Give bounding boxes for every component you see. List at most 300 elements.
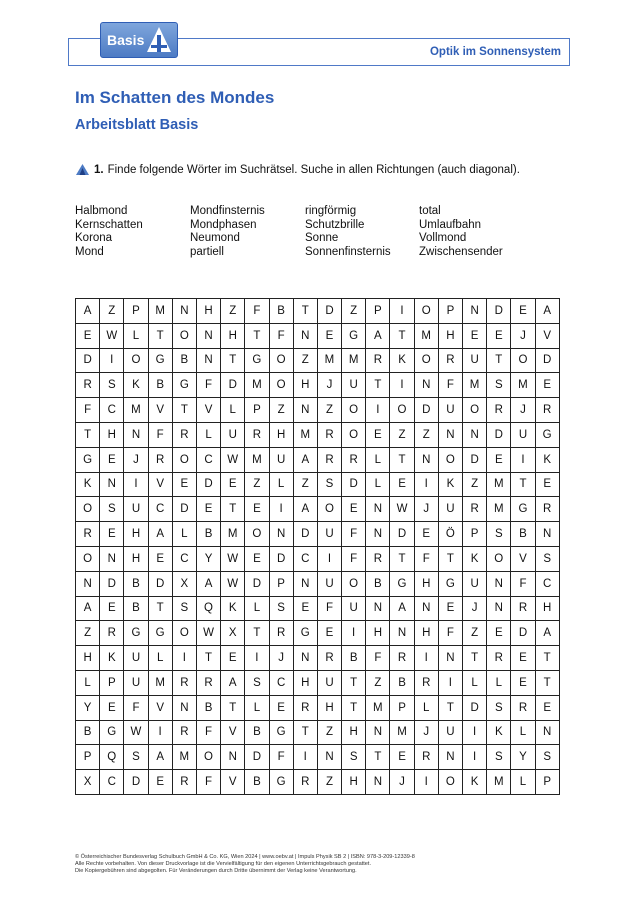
grid-cell: B [245, 720, 269, 745]
grid-cell: N [414, 373, 438, 398]
grid-cell: T [438, 695, 462, 720]
page-subtitle: Arbeitsblatt Basis [75, 117, 199, 133]
grid-cell: T [221, 348, 245, 373]
grid-cell: G [148, 621, 172, 646]
grid-cell: A [196, 571, 220, 596]
grid-cell: R [100, 621, 124, 646]
grid-cell: H [414, 621, 438, 646]
grid-cell: O [342, 571, 366, 596]
grid-cell: O [76, 546, 100, 571]
grid-cell: F [76, 398, 100, 423]
grid-cell: N [414, 447, 438, 472]
word-item: Mond [75, 245, 104, 258]
grid-cell: F [511, 571, 535, 596]
grid-cell: O [172, 447, 196, 472]
grid-cell: O [172, 621, 196, 646]
grid-cell: R [293, 695, 317, 720]
grid-cell: B [511, 522, 535, 547]
logo-label: Basis [107, 32, 145, 48]
grid-cell: E [245, 546, 269, 571]
grid-cell: L [124, 323, 148, 348]
grid-cell: I [414, 646, 438, 671]
grid-row [76, 398, 560, 423]
grid-cell: M [148, 299, 172, 324]
grid-cell: G [269, 770, 293, 795]
grid-cell: E [196, 497, 220, 522]
grid-cell: P [76, 745, 100, 770]
grid-cell: E [317, 621, 341, 646]
grid-cell: F [342, 522, 366, 547]
grid-row [76, 596, 560, 621]
grid-cell: S [100, 373, 124, 398]
grid-cell: Z [317, 398, 341, 423]
grid-cell: E [100, 596, 124, 621]
grid-row [76, 695, 560, 720]
grid-cell: O [414, 348, 438, 373]
grid-cell: T [293, 299, 317, 324]
grid-cell: B [148, 373, 172, 398]
grid-cell: N [100, 472, 124, 497]
grid-cell: O [76, 497, 100, 522]
grid-cell: P [438, 299, 462, 324]
grid-cell: T [221, 695, 245, 720]
grid-cell: U [317, 522, 341, 547]
grid-cell: F [124, 695, 148, 720]
grid-row [76, 447, 560, 472]
grid-cell: T [438, 546, 462, 571]
grid-cell: R [535, 497, 559, 522]
grid-cell: Y [511, 745, 535, 770]
grid-cell: P [366, 299, 390, 324]
grid-cell: M [124, 398, 148, 423]
grid-cell: I [124, 472, 148, 497]
grid-cell: E [390, 472, 414, 497]
grid-cell: H [221, 323, 245, 348]
grid-cell: N [293, 646, 317, 671]
word-item: Schutzbrille [305, 218, 365, 231]
grid-cell: S [245, 670, 269, 695]
grid-cell: P [245, 398, 269, 423]
grid-cell: T [342, 670, 366, 695]
grid-cell: J [390, 770, 414, 795]
grid-cell: O [438, 770, 462, 795]
grid-cell: V [196, 398, 220, 423]
grid-cell: O [269, 348, 293, 373]
topic-label: Optik im Sonnensystem [429, 46, 561, 58]
word-item: Umlaufbahn [419, 218, 482, 231]
grid-cell: T [511, 472, 535, 497]
grid-cell: D [342, 472, 366, 497]
grid-cell: G [390, 571, 414, 596]
grid-cell: L [172, 522, 196, 547]
basis-logo [100, 22, 178, 58]
grid-cell: F [366, 646, 390, 671]
grid-cell: G [293, 621, 317, 646]
grid-cell: K [463, 546, 487, 571]
grid-cell: A [535, 299, 559, 324]
grid-cell: U [463, 348, 487, 373]
grid-cell: V [148, 398, 172, 423]
grid-cell: G [148, 348, 172, 373]
grid-cell: R [414, 670, 438, 695]
grid-cell: T [535, 670, 559, 695]
grid-cell: R [76, 522, 100, 547]
grid-cell: H [293, 670, 317, 695]
grid-cell: E [487, 621, 511, 646]
grid-cell: T [390, 447, 414, 472]
grid-cell: E [293, 596, 317, 621]
grid-cell: E [438, 596, 462, 621]
grid-cell: T [148, 323, 172, 348]
grid-cell: T [245, 323, 269, 348]
grid-cell: H [342, 720, 366, 745]
grid-cell: I [511, 447, 535, 472]
grid-cell: B [390, 670, 414, 695]
grid-cell: B [366, 571, 390, 596]
grid-cell: N [221, 745, 245, 770]
grid-cell: U [221, 422, 245, 447]
grid-cell: Z [463, 621, 487, 646]
grid-cell: D [487, 422, 511, 447]
grid-cell: L [245, 695, 269, 720]
grid-cell: S [535, 745, 559, 770]
grid-cell: E [366, 422, 390, 447]
grid-cell: X [221, 621, 245, 646]
grid-cell: O [463, 398, 487, 423]
grid-cell: N [366, 596, 390, 621]
grid-cell: E [511, 670, 535, 695]
grid-cell: J [511, 398, 535, 423]
grid-cell: N [438, 745, 462, 770]
grid-cell: Z [342, 299, 366, 324]
grid-cell: C [269, 670, 293, 695]
grid-cell: H [535, 596, 559, 621]
grid-cell: Y [196, 546, 220, 571]
grid-row [76, 422, 560, 447]
grid-cell: U [342, 596, 366, 621]
grid-cell: S [269, 596, 293, 621]
grid-cell: L [487, 670, 511, 695]
grid-cell: N [366, 770, 390, 795]
grid-cell: C [100, 398, 124, 423]
grid-cell: M [221, 522, 245, 547]
grid-cell: H [124, 546, 148, 571]
grid-cell: N [487, 571, 511, 596]
grid-cell: T [172, 398, 196, 423]
grid-cell: Z [293, 472, 317, 497]
grid-row [76, 621, 560, 646]
grid-cell: L [196, 422, 220, 447]
grid-cell: Q [196, 596, 220, 621]
grid-row [76, 745, 560, 770]
grid-cell: G [535, 422, 559, 447]
grid-cell: I [414, 770, 438, 795]
page-title: Im Schatten des Mondes [75, 88, 275, 107]
grid-cell: P [269, 571, 293, 596]
grid-cell: G [269, 720, 293, 745]
footer-line: Die Kopiergebühren sind abgegolten. Für Veränderungen durch Dritte übernimmt der Verlag keine Verantwortung. [75, 868, 357, 874]
grid-cell: D [172, 497, 196, 522]
grid-cell: M [293, 422, 317, 447]
grid-cell: G [342, 323, 366, 348]
difficulty-icon [75, 163, 90, 176]
grid-cell: L [511, 770, 535, 795]
grid-cell: D [511, 621, 535, 646]
grid-cell: J [317, 373, 341, 398]
grid-cell: K [535, 447, 559, 472]
grid-cell: O [438, 447, 462, 472]
grid-cell: L [366, 472, 390, 497]
grid-cell: E [342, 497, 366, 522]
grid-cell: F [317, 596, 341, 621]
grid-cell: E [511, 299, 535, 324]
grid-cell: L [269, 472, 293, 497]
grid-cell: N [317, 745, 341, 770]
triangle-logo-icon [145, 25, 173, 55]
grid-cell: R [148, 447, 172, 472]
grid-cell: R [317, 646, 341, 671]
grid-cell: R [172, 670, 196, 695]
grid-cell: H [366, 621, 390, 646]
word-item: Sonne [305, 232, 339, 245]
grid-cell: R [76, 373, 100, 398]
grid-cell: R [293, 770, 317, 795]
grid-cell: D [196, 472, 220, 497]
grid-cell: K [124, 373, 148, 398]
grid-cell: R [172, 720, 196, 745]
grid-cell: E [487, 323, 511, 348]
grid-cell: K [487, 720, 511, 745]
grid-cell: P [124, 299, 148, 324]
grid-cell: W [124, 720, 148, 745]
grid-cell: R [511, 596, 535, 621]
grid-cell: P [390, 695, 414, 720]
grid-cell: H [414, 571, 438, 596]
footer-copyright [75, 854, 415, 875]
grid-cell: W [390, 497, 414, 522]
grid-cell: S [487, 522, 511, 547]
word-list [75, 205, 545, 259]
grid-cell: G [245, 348, 269, 373]
grid-cell: L [221, 398, 245, 423]
grid-cell: Q [100, 745, 124, 770]
grid-cell: D [463, 447, 487, 472]
grid-cell: Z [463, 472, 487, 497]
grid-cell: E [487, 447, 511, 472]
grid-row [76, 522, 560, 547]
grid-cell: N [487, 596, 511, 621]
grid-cell: T [76, 422, 100, 447]
grid-cell: C [535, 571, 559, 596]
grid-cell: G [438, 571, 462, 596]
grid-cell: H [438, 323, 462, 348]
grid-cell: B [124, 596, 148, 621]
grid-cell: I [463, 720, 487, 745]
grid-cell: H [196, 299, 220, 324]
grid-cell: O [124, 348, 148, 373]
grid-cell: U [317, 571, 341, 596]
grid-cell: L [463, 670, 487, 695]
grid-cell: V [148, 472, 172, 497]
grid-cell: S [317, 472, 341, 497]
grid-cell: K [390, 348, 414, 373]
grid-cell: U [124, 497, 148, 522]
grid-cell: E [221, 472, 245, 497]
grid-cell: T [221, 497, 245, 522]
grid-cell: W [221, 447, 245, 472]
grid-cell: T [293, 720, 317, 745]
grid-row [76, 472, 560, 497]
grid-cell: K [221, 596, 245, 621]
grid-cell: T [463, 646, 487, 671]
grid-cell: F [196, 720, 220, 745]
grid-cell: E [535, 373, 559, 398]
grid-cell: T [245, 621, 269, 646]
grid-cell: L [414, 695, 438, 720]
grid-row [76, 646, 560, 671]
grid-cell: M [366, 695, 390, 720]
grid-cell: K [438, 472, 462, 497]
grid-row [76, 348, 560, 373]
grid-cell: U [438, 398, 462, 423]
grid-cell: D [463, 695, 487, 720]
grid-cell: B [172, 348, 196, 373]
grid-cell: R [172, 770, 196, 795]
grid-cell: I [100, 348, 124, 373]
grid-cell: R [438, 348, 462, 373]
grid-cell: N [172, 695, 196, 720]
grid-cell: M [511, 373, 535, 398]
footer-line: © Österreichischer Bundesverlag Schulbuch GmbH & Co. KG, Wien 2024 | www.oebv.at | Impuls Physik SB 2 | ISBN: 978-3-209-12339-8 [75, 854, 415, 860]
grid-cell: N [196, 348, 220, 373]
grid-cell: N [366, 497, 390, 522]
grid-cell: C [196, 447, 220, 472]
grid-cell: N [293, 571, 317, 596]
grid-cell: U [124, 646, 148, 671]
grid-cell: H [317, 695, 341, 720]
word-item: Korona [75, 232, 113, 245]
grid-cell: N [124, 422, 148, 447]
word-item: Neumond [190, 232, 240, 245]
grid-cell: Y [76, 695, 100, 720]
word-item: Kernschatten [75, 218, 143, 231]
grid-cell: A [293, 447, 317, 472]
grid-cell: X [172, 571, 196, 596]
grid-cell: B [196, 695, 220, 720]
grid-cell: T [366, 745, 390, 770]
grid-cell: F [196, 770, 220, 795]
grid-cell: H [269, 422, 293, 447]
grid-cell: S [172, 596, 196, 621]
grid-cell: T [390, 323, 414, 348]
grid-cell: U [124, 670, 148, 695]
grid-cell: B [196, 522, 220, 547]
grid-cell: R [196, 670, 220, 695]
grid-cell: R [245, 422, 269, 447]
grid-cell: H [124, 522, 148, 547]
grid-cell: F [269, 745, 293, 770]
grid-cell: J [511, 323, 535, 348]
grid-cell: O [390, 398, 414, 423]
grid-cell: H [293, 373, 317, 398]
grid-cell: I [148, 720, 172, 745]
grid-cell: L [76, 670, 100, 695]
grid-cell: U [317, 670, 341, 695]
grid-cell: O [245, 522, 269, 547]
grid-row [76, 670, 560, 695]
grid-cell: R [366, 348, 390, 373]
grid-cell: N [76, 571, 100, 596]
grid-cell: E [390, 745, 414, 770]
grid-cell: B [342, 646, 366, 671]
grid-cell: D [124, 770, 148, 795]
grid-cell: A [76, 596, 100, 621]
grid-cell: A [366, 323, 390, 348]
grid-cell: E [148, 770, 172, 795]
grid-cell: I [317, 546, 341, 571]
grid-cell: U [342, 373, 366, 398]
grid-cell: D [221, 373, 245, 398]
grid-cell: V [535, 323, 559, 348]
grid-cell: O [196, 745, 220, 770]
grid-cell: V [511, 546, 535, 571]
grid-cell: N [414, 596, 438, 621]
grid-cell: E [463, 323, 487, 348]
word-item: Zwischensender [419, 245, 503, 258]
grid-cell: D [487, 299, 511, 324]
grid-cell: J [414, 497, 438, 522]
grid-cell: N [463, 422, 487, 447]
word-search-grid [75, 298, 560, 795]
grid-cell: S [124, 745, 148, 770]
grid-cell: I [414, 472, 438, 497]
grid-cell: Z [269, 398, 293, 423]
grid-cell: E [269, 695, 293, 720]
grid-cell: J [463, 596, 487, 621]
grid-cell: B [124, 571, 148, 596]
grid-cell: A [76, 299, 100, 324]
grid-cell: G [76, 447, 100, 472]
grid-cell: P [100, 670, 124, 695]
grid-row [76, 720, 560, 745]
grid-cell: M [245, 447, 269, 472]
grid-cell: M [487, 770, 511, 795]
grid-cell: T [196, 646, 220, 671]
grid-cell: M [487, 497, 511, 522]
grid-cell: Ö [438, 522, 462, 547]
grid-cell: G [172, 373, 196, 398]
grid-cell: D [269, 546, 293, 571]
grid-cell: I [390, 373, 414, 398]
grid-cell: E [511, 646, 535, 671]
grid-cell: T [535, 646, 559, 671]
grid-cell: J [269, 646, 293, 671]
grid-cell: Z [221, 299, 245, 324]
grid-cell: U [269, 447, 293, 472]
grid-cell: P [463, 522, 487, 547]
grid-cell: W [221, 571, 245, 596]
grid-cell: W [221, 546, 245, 571]
grid-cell: Z [245, 472, 269, 497]
grid-cell: E [100, 695, 124, 720]
grid-cell: B [269, 299, 293, 324]
grid-cell: O [342, 422, 366, 447]
grid-cell: N [293, 323, 317, 348]
grid-cell: C [172, 546, 196, 571]
grid-cell: R [463, 497, 487, 522]
grid-cell: M [414, 323, 438, 348]
grid-cell: T [366, 373, 390, 398]
